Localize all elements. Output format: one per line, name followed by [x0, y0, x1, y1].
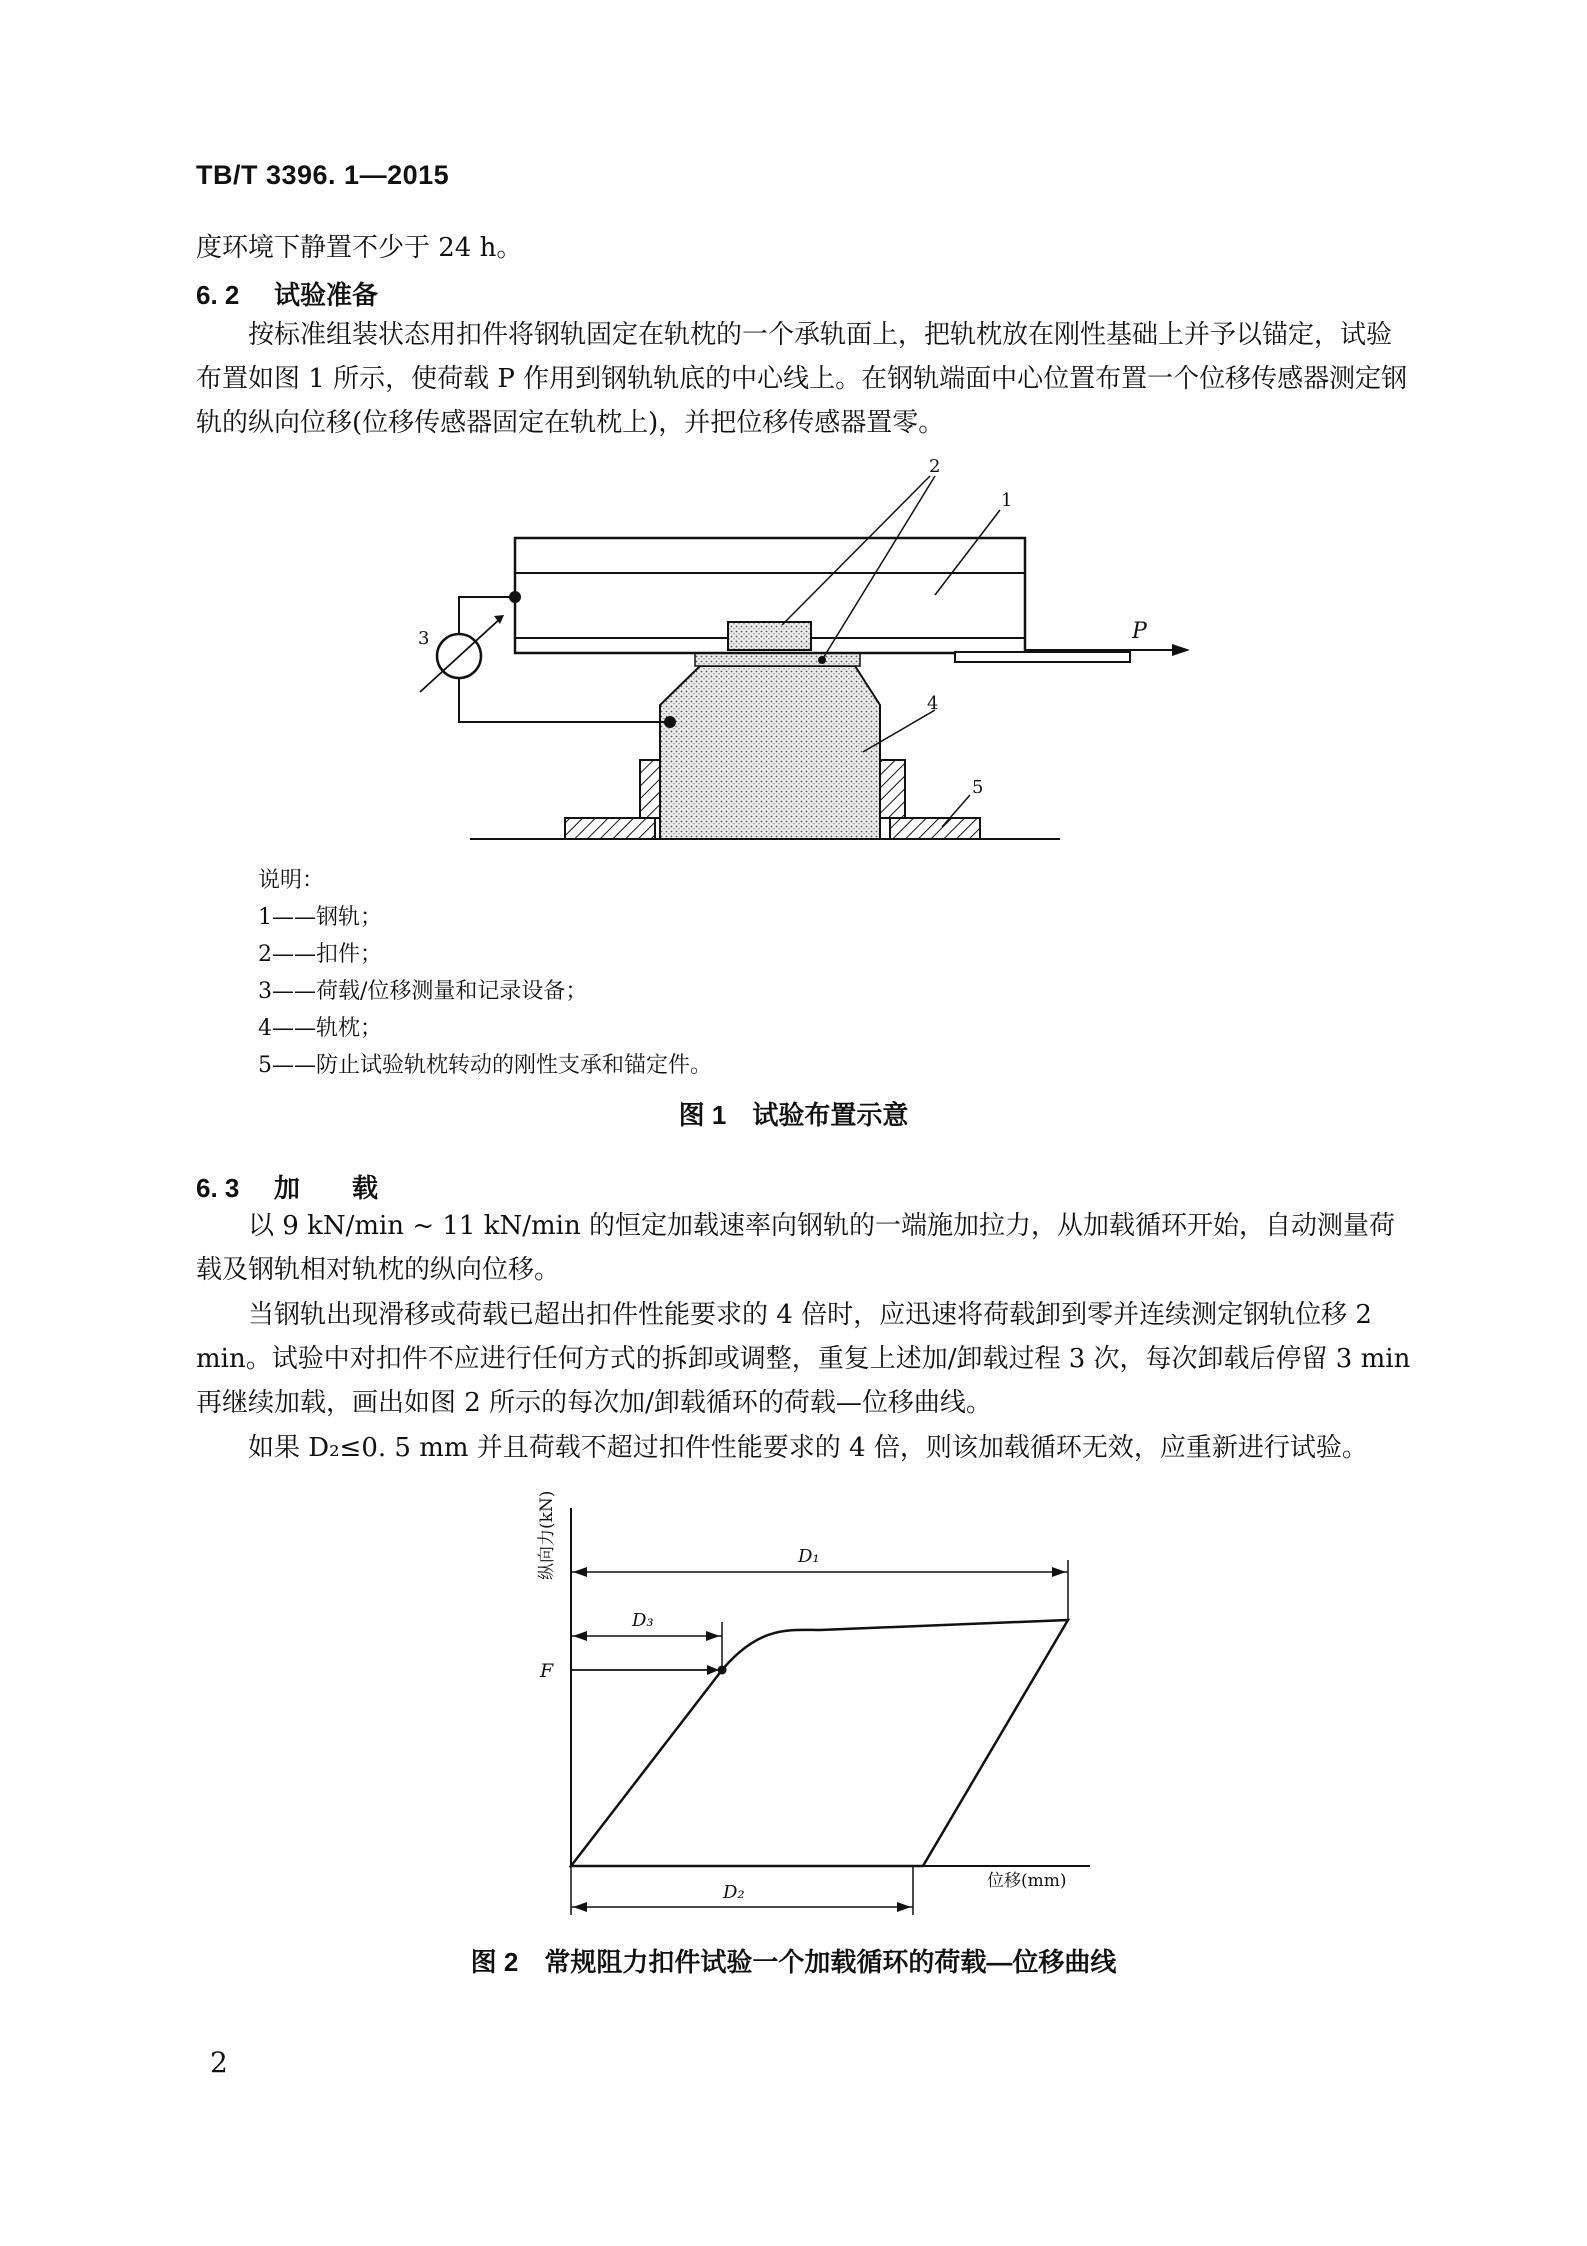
label-4: 4 — [927, 693, 939, 714]
fastening — [728, 622, 811, 650]
paragraph: 如果 D₂≤0. 5 mm 并且荷载不超过扣件性能要求的 4 倍，则该加载循环无效，应重新进行试验。 — [248, 1433, 1368, 1463]
load-displacement-curve — [571, 1620, 1068, 1866]
section-6-2-heading — [196, 275, 378, 312]
section-6-3-body — [196, 1204, 1414, 1470]
figure-2-diagram — [0, 1470, 1587, 1940]
figure-1-diagram — [0, 440, 1587, 860]
standard-header: TB/T 3396. 1—2015 — [196, 160, 450, 190]
d1-label: D₁ — [798, 1546, 820, 1567]
section-number: 6. 2 — [196, 280, 240, 310]
figure-2-caption: 图 2 常规阻力扣件试验一个加载循环的荷载—位移曲线 — [470, 1947, 1117, 1977]
legend-item: 3——荷载/位移测量和记录设备； — [258, 979, 588, 1004]
section-title: 试验准备 — [274, 280, 379, 310]
label-2: 2 — [929, 456, 941, 477]
label-1: 1 — [1001, 490, 1013, 511]
legend-item: 4——轨枕； — [258, 1016, 382, 1041]
x-axis-label: 位移(mm) — [987, 1871, 1067, 1891]
legend-item: 2——扣件； — [258, 942, 382, 967]
f-label: F — [540, 1660, 554, 1682]
section-number: 6. 3 — [196, 1173, 240, 1203]
label-5: 5 — [972, 777, 984, 798]
figure-1-legend — [258, 862, 712, 1084]
page-number: 2 — [210, 2046, 228, 2079]
section-6-3-heading — [196, 1168, 378, 1205]
legend-item: 1——钢轨； — [258, 905, 382, 930]
intro-line: 度环境下静置不少于 24 h。 — [196, 233, 523, 263]
label-p: P — [1132, 619, 1147, 644]
label-3: 3 — [418, 628, 430, 649]
section-title: 加 载 — [274, 1173, 379, 1203]
section-6-2-paragraph: 按标准组装状态用扣件将钢轨固定在轨枕的一个承轨面上，把轨枕放在刚性基础上并予以锚定，试验布置如图 1 所示，使荷载 P 作用到钢轨轨底的中心线上。在钢轨端面中心位置布置一个位移传感器测定钢轨的纵向位移(位移传感器固定在轨枕上)，并把位移传感器置零。 — [196, 320, 1408, 438]
legend-title: 说明： — [258, 868, 325, 893]
paragraph: 以 9 kN/min ~ 11 kN/min 的恒定加载速率向钢轨的一端施加拉力，从加载循环开始，自动测量荷载及钢轨相对轨枕的纵向位移。 — [196, 1211, 1395, 1285]
d3-label: D₃ — [632, 1610, 654, 1631]
force-arrow-icon — [1172, 644, 1190, 656]
sleeper — [660, 666, 880, 839]
figure-1-caption: 图 1 试验布置示意 — [678, 1100, 909, 1130]
y-axis-label: 纵向力(kN) — [537, 1490, 557, 1580]
d2-label: D₂ — [723, 1882, 745, 1903]
legend-item: 5——防止试验轨枕转动的刚性支承和锚定件。 — [258, 1053, 712, 1078]
paragraph: 当钢轨出现滑移或荷载已超出扣件性能要求的 4 倍时，应迅速将荷载卸到零并连续测定钢轨位移 2 min。试验中对扣件不应进行任何方式的拆卸或调整，重复上述加/卸载过程 3 次，每次卸载后停留 3 min 再继续加载，画出如图 2 所示的每次加/卸载循环的荷载—位移曲线。 — [196, 1300, 1411, 1418]
